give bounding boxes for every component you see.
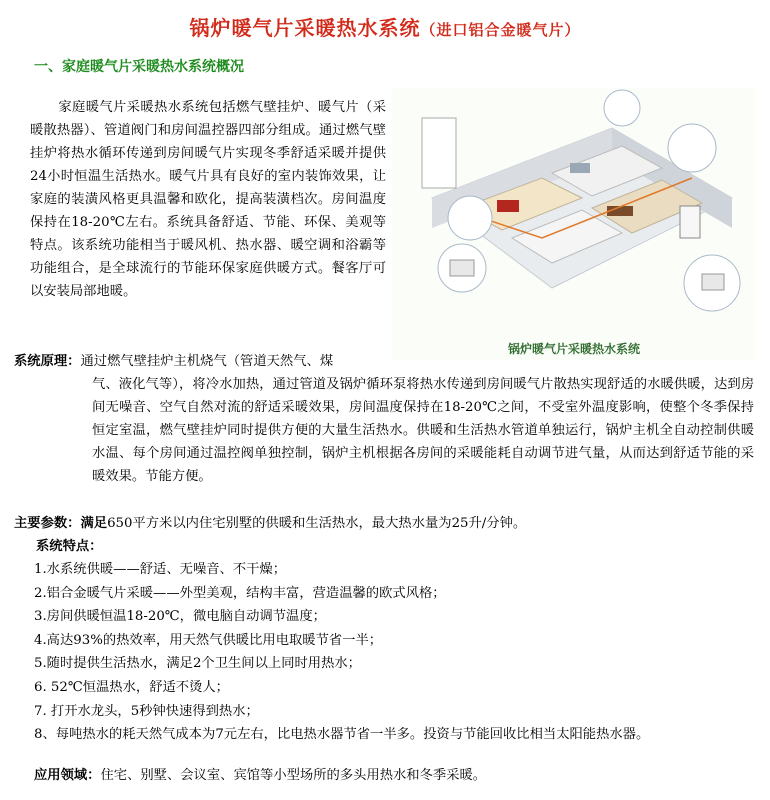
radiator-circle-4 (668, 124, 716, 172)
radiator-circle-3 (604, 90, 640, 126)
feature-item: 8、每吨热水的耗天然气成本为7元左右，比电热水器节省一半多。投资与节能回收比相当太阳能热水器。 (34, 727, 650, 743)
applications-text: 住宅、别墅、会议室、宾馆等小型场所的多头用热水和冬季采暖。 (100, 768, 487, 783)
applications-paragraph (34, 764, 486, 787)
params-label: 主要参数： (14, 516, 81, 531)
feature-item: 6. 52℃恒温热水，舒适不烫人； (34, 679, 229, 695)
params-paragraph (14, 512, 754, 535)
boiler-shape (680, 206, 700, 238)
house-cutaway-image (392, 88, 756, 338)
title-main: 锅炉暖气片采暖热水系统 (189, 16, 421, 40)
intro-text: 家庭暖气片采暖热水系统包括燃气壁挂炉、暖气片（采暖散热器）、管道阀门和房间温控器四部分组成。通过燃气壁挂炉将热水循环传递到房间暖气片实现冬季舒适采暖并提供24小时恒温生活热水。暖气片具有良好的室内装饰效果，让家庭的装潢风格更具温馨和欧化，提高装潢档次。房间温度保持在18-20℃左右。系统具备舒适、节能、环保、美观等特点。该系统功能相当于暖风机、热水器、暖空调和浴霸等功能组合，是全球流行的节能环保家庭供暖方式。餐客厅可以安装局部地暖。 (30, 100, 386, 299)
feature-item: 7. 打开水龙头，5秒钟快速得到热水； (34, 703, 259, 719)
applications-label: 应用领域： (34, 768, 101, 783)
system-illustration (392, 88, 756, 360)
sofa-shape (497, 200, 519, 212)
features-heading: 系统特点： (36, 539, 103, 554)
params-text: 650平方米以内住宅别墅的供暖和生活热水，最大热水量为25升/分钟。 (107, 516, 527, 531)
page-title (0, 12, 770, 41)
section-heading: 一、家庭暖气片采暖热水系统概况 (34, 59, 244, 75)
title-sub: （进口铝合金暖气片） (420, 21, 581, 39)
principle-label: 系统原理： (14, 354, 81, 369)
features-list (34, 558, 754, 747)
principle-rest: 气、液化气等），将冷水加热，通过管道及锅炉循环泵将热水传递到房间暖气片散热实现舒适的水暖供暖，达到房间无噪音、空气自然对流的舒适采暖效果，房间温度保持在18-20℃之间，不受室外温度影响，使整个冬季保持恒定室温，燃气壁挂炉同时提供方便的大量生活热水。供暖和生活热水管道单独运行，锅炉主机全自动控制供暖水温、每个房间通过温控阀单独控制，锅炉主机根据各房间的采暖能耗自动调节进气量，从而达到舒适节能的采暖效果。节能方便。 (92, 377, 754, 484)
principle-paragraph (14, 350, 754, 488)
figure-caption: 锅炉暖气片采暖热水系统 (507, 342, 640, 356)
feature-item: 5.随时提供生活热水，满足2个卫生间以上同时用热水； (34, 656, 361, 672)
principle-first-line: 通过燃气壁挂炉主机烧气（管道天然气、煤 (80, 354, 334, 369)
feature-item: 1.水系统供暖——舒适、无噪音、不干燥； (34, 562, 287, 577)
feature-item: 3.房间供暖恒温18-20℃，微电脑自动调节温度； (34, 609, 326, 625)
params-highlight: 满足 (80, 516, 108, 531)
bed-shape (570, 163, 590, 173)
radiator-circle-1 (448, 196, 492, 240)
radiator-panel-2 (450, 260, 474, 276)
radiator-tall-thumb (422, 118, 456, 188)
radiator-panel-5 (702, 274, 724, 290)
feature-item: 4.高达93%的热效率，用天然气供暖比用电取暖节省一半； (34, 632, 383, 648)
intro-paragraph (30, 96, 386, 303)
feature-item: 2.铝合金暖气片采暖——外型美观，结构丰富，营造温馨的欧式风格； (34, 585, 446, 601)
